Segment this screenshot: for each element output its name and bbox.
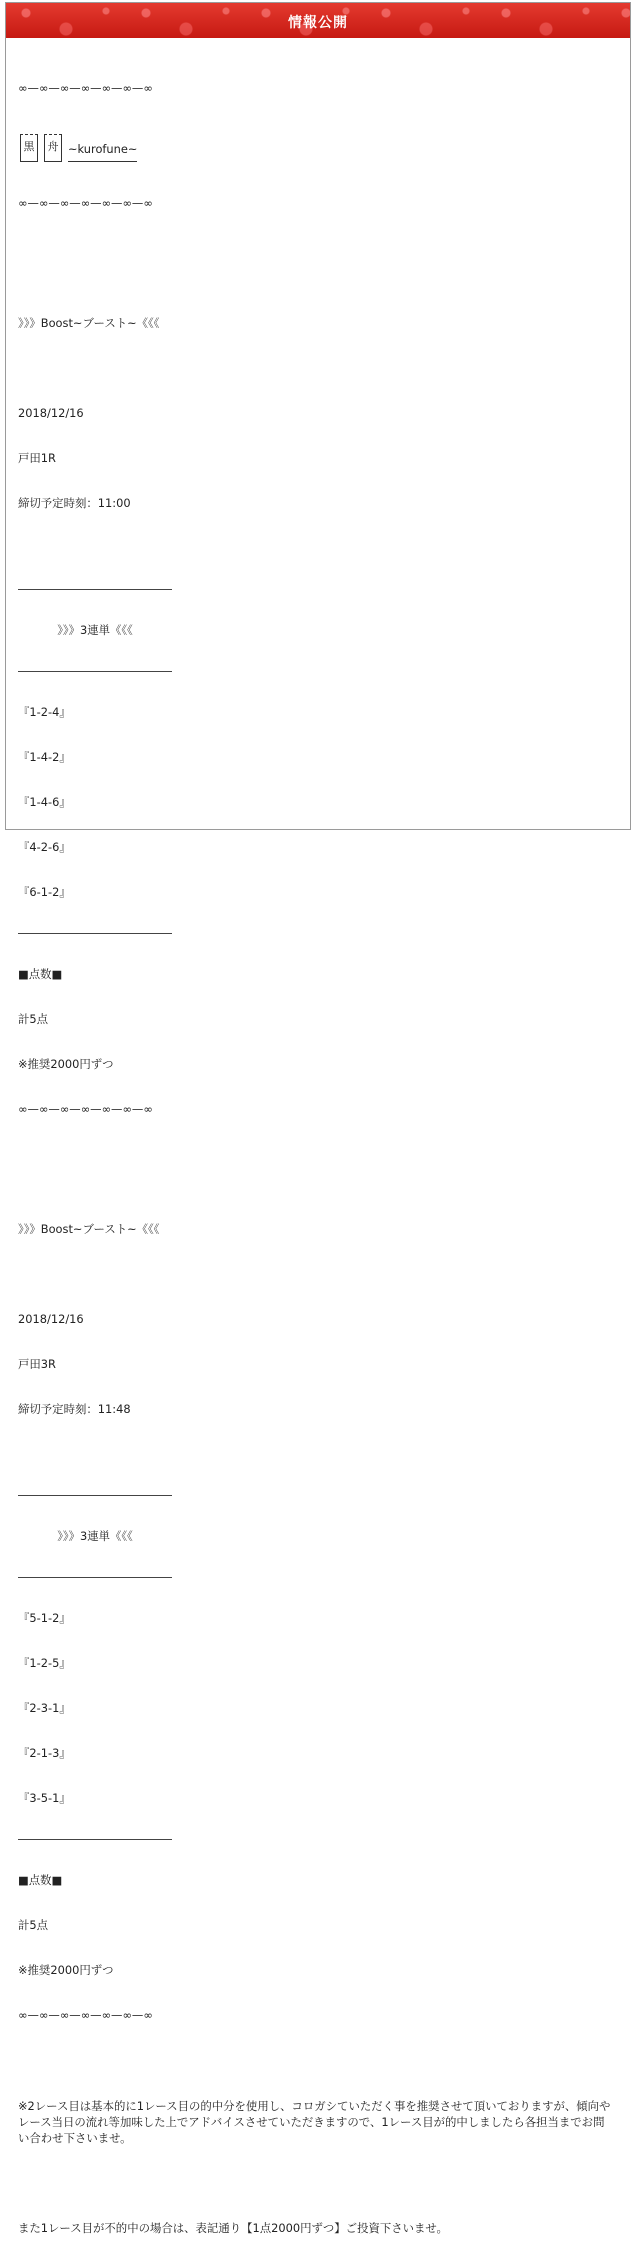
brand-char-fune: 舟 [44, 134, 62, 162]
divider [18, 1495, 172, 1496]
panel-content [6, 38, 630, 2266]
combo-item: 『4-2-6』 [18, 840, 71, 854]
combo-item: 『2-3-1』 [18, 1701, 71, 1715]
divider [18, 933, 172, 934]
combo-item: 『1-4-2』 [18, 750, 71, 764]
race-name: 戸田3R [18, 1357, 56, 1371]
race-deadline: 締切予定時刻：11:48 [18, 1402, 131, 1416]
divider [18, 589, 172, 590]
brand-logo [20, 128, 630, 162]
combo-item: 『6-1-2』 [18, 885, 71, 899]
points-total: 計5点 [18, 1918, 49, 1932]
combo-item: 『3-5-1』 [18, 1791, 71, 1805]
combo-item: 『5-1-2』 [18, 1611, 71, 1625]
intro-border-bottom: ∞—∞—∞—∞—∞—∞—∞ [18, 196, 153, 210]
race-date: 2018/12/16 [18, 1312, 84, 1326]
combo-item: 『1-2-4』 [18, 705, 71, 719]
intro-border-top: ∞—∞—∞—∞—∞—∞—∞ [18, 81, 153, 95]
combo-item: 『1-4-6』 [18, 795, 71, 809]
points-total: 計5点 [18, 1012, 49, 1026]
recommend-amount: ※推奨2000円ずつ [18, 1057, 114, 1071]
race-date: 2018/12/16 [18, 406, 84, 420]
brand-word: ~kurofune~ [68, 142, 137, 162]
divider [18, 671, 172, 672]
note-rolling: ※2レース目は基本的に1レース目の的中分を使用し、コロガシていただく事を推奨させて頂いておりますが、傾向やレース当日の流れ等加味した上でアドバイスさせていただきますので、1レース目が的中しましたら各担当までお問い合わせ下さいませ。 [18, 2099, 611, 2145]
section-heading: 》》》Boost~ブースト~《《《 [18, 1222, 160, 1236]
race-deadline: 締切予定時刻：11:00 [18, 496, 131, 510]
divider [18, 1577, 172, 1578]
points-label: ■点数■ [18, 967, 63, 981]
note-miss: また1レース目が不的中の場合は、表記通り【1点2000円ずつ】ご投資下さいませ。 [18, 2221, 448, 2235]
recommend-amount: ※推奨2000円ずつ [18, 1963, 114, 1977]
combo-item: 『1-2-5』 [18, 1656, 71, 1670]
points-label: ■点数■ [18, 1873, 63, 1887]
section-end-line: ∞—∞—∞—∞—∞—∞—∞ [18, 2008, 153, 2022]
bet-type: 》》》3連単《《《 [57, 623, 133, 637]
panel-title: 情報公開 [288, 15, 348, 31]
race-name: 戸田1R [18, 451, 56, 465]
panel-header [6, 3, 630, 38]
combo-item: 『2-1-3』 [18, 1746, 71, 1760]
info-panel [5, 2, 631, 2235]
brand-char-kuro: 黒 [20, 134, 38, 162]
bet-type: 》》》3連単《《《 [57, 1529, 133, 1543]
section-end-line: ∞—∞—∞—∞—∞—∞—∞ [18, 1102, 153, 1116]
section-heading: 》》》Boost~ブースト~《《《 [18, 316, 160, 330]
divider [18, 1839, 172, 1840]
